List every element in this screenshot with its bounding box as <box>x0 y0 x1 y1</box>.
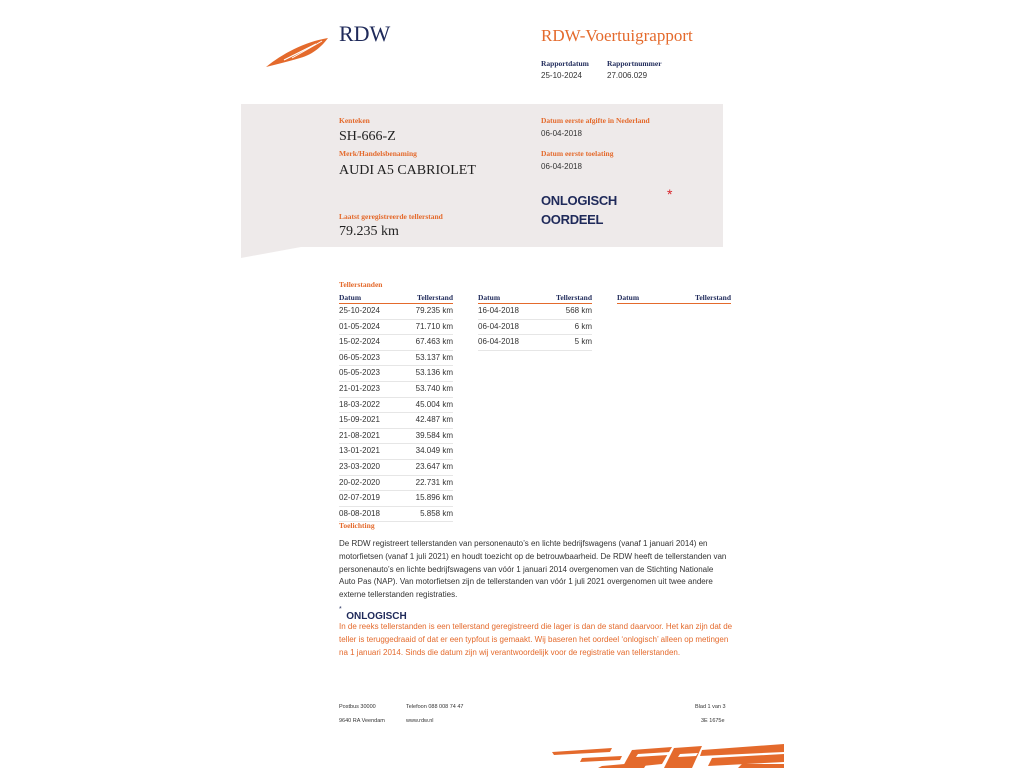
row-odometer-value: 23.647 km <box>415 461 453 471</box>
note-asterisk: * <box>339 606 342 613</box>
row-odometer-value: 39.584 km <box>415 430 453 440</box>
brand-value: AUDI A5 CABRIOLET <box>339 163 476 178</box>
row-odometer-value: 568 km <box>565 306 592 315</box>
last-odometer-label: Laatst geregistreerde tellerstand <box>339 212 443 221</box>
row-date: 13-01-2021 <box>339 446 380 456</box>
col-value-header: Tellerstand <box>695 293 731 302</box>
report-title: RDW-Voertuigrapport <box>541 26 693 45</box>
table-row <box>339 460 453 476</box>
row-date: 16-04-2018 <box>478 306 519 315</box>
row-date: 20-02-2020 <box>339 477 380 487</box>
row-odometer-value: 22.731 km <box>415 477 453 487</box>
explanation-text: De RDW registreert tellerstanden van personenauto’s en lichte bedrijfswagens (vanaf 1 januari 2014) en motorfietsen (vanaf 1 juli 2021) en houdt toezicht op de betrouwbaarheid. De RDW heeft de tellerstanden van personenauto’s en lichte bedrijfswagens van vóór 1 januari 2014 overgenomen van de Stichting Nationale Auto Pas (NAP). Van motorfietsen zijn de tellerstanden van vóór 1 juli 2021 overgenomen uit twee andere externe tellerstanden registraties. <box>339 539 727 600</box>
row-date: 05-05-2023 <box>339 368 380 378</box>
table-row <box>478 335 592 351</box>
verdict <box>541 191 617 229</box>
row-odometer-value: 6 km <box>574 321 592 331</box>
table-body <box>478 304 592 351</box>
col-value-header: Tellerstand <box>556 293 592 302</box>
vehicle-info-panel <box>241 104 723 247</box>
footer-page-number: Blad 1 van 3 <box>695 704 726 710</box>
table-row <box>339 366 453 382</box>
first-admission-value: 06-04-2018 <box>541 162 582 171</box>
row-date: 15-09-2021 <box>339 415 380 425</box>
decorative-stripes-icon <box>552 744 784 768</box>
rdw-logo-icon <box>264 34 332 70</box>
verdict-line-2: OORDEEL <box>541 212 604 227</box>
first-admission-label: Datum eerste toelating <box>541 149 614 158</box>
table-row <box>339 351 453 367</box>
odometer-section-title: Tellerstanden <box>339 280 383 289</box>
report-date-label: Rapportdatum <box>541 59 589 68</box>
table-row <box>478 304 592 320</box>
row-odometer-value: 42.487 km <box>415 415 453 425</box>
footer-address-2: 9640 RA Veendam <box>339 718 385 724</box>
row-date: 21-01-2023 <box>339 383 380 393</box>
verdict-line-1: ONLOGISCH <box>541 193 618 208</box>
plate-label: Kenteken <box>339 116 370 125</box>
row-odometer-value: 53.136 km <box>415 368 453 378</box>
table-row <box>339 444 453 460</box>
odometer-table-3 <box>617 293 731 304</box>
footer-code: 3E 1675e <box>701 718 725 724</box>
table-body <box>339 304 453 522</box>
row-odometer-value: 5 km <box>574 337 592 347</box>
report-number-label: Rapportnummer <box>607 59 662 68</box>
logo-text: RDW <box>339 21 391 46</box>
row-odometer-value: 53.137 km <box>415 352 453 362</box>
table-row <box>339 476 453 492</box>
table-row <box>339 320 453 336</box>
plate-value: SH-666-Z <box>339 129 396 144</box>
odometer-table-2 <box>478 293 592 351</box>
report-date: 25-10-2024 <box>541 71 582 80</box>
row-odometer-value: 5.858 km <box>420 508 453 518</box>
table-row <box>339 382 453 398</box>
vehicle-info-panel-notch <box>241 247 301 258</box>
first-nl-label: Datum eerste afgifte in Nederland <box>541 116 650 125</box>
row-odometer-value: 53.740 km <box>415 383 453 393</box>
note-text: In de reeks tellerstanden is een tellerstand geregistreerd die lager is dan de stand daarvoor. Het kan zijn dat de teller is teruggedraaid of dat er een typfout is gemaakt. Wij baseren het oordeel ‘onlogisch’ alleen op metingen na 1 januari 2014. Sinds die datum zijn wij verantwoordelijk voor de registratie van tellerstanden. <box>339 622 733 657</box>
table-row <box>478 320 592 336</box>
col-date-header: Datum <box>617 293 640 302</box>
row-odometer-value: 34.049 km <box>415 446 453 456</box>
row-date: 25-10-2024 <box>339 306 380 315</box>
report-number: 27.006.029 <box>607 71 648 80</box>
row-date: 18-03-2022 <box>339 399 380 409</box>
table-header <box>617 293 731 304</box>
row-date: 23-03-2020 <box>339 461 380 471</box>
table-row <box>339 429 453 445</box>
row-date: 21-08-2021 <box>339 430 380 440</box>
verdict-asterisk: * <box>667 186 673 202</box>
row-date: 06-04-2018 <box>478 321 519 331</box>
row-date: 01-05-2024 <box>339 321 380 331</box>
odometer-table-1 <box>339 293 453 522</box>
col-date-header: Datum <box>339 293 362 302</box>
first-nl-value: 06-04-2018 <box>541 129 582 138</box>
table-row <box>339 398 453 414</box>
last-odometer-value: 79.235 km <box>339 224 399 239</box>
col-value-header: Tellerstand <box>417 293 453 302</box>
row-odometer-value: 45.004 km <box>415 399 453 409</box>
row-date: 06-04-2018 <box>478 337 519 347</box>
footer-website[interactable]: www.rdw.nl <box>406 718 434 724</box>
note-title: ONLOGISCH <box>346 611 407 622</box>
row-odometer-value: 67.463 km <box>415 337 453 347</box>
table-header <box>478 293 592 304</box>
row-odometer-value: 79.235 km <box>415 306 453 315</box>
row-odometer-value: 15.896 km <box>415 493 453 503</box>
row-date: 15-02-2024 <box>339 337 380 347</box>
row-odometer-value: 71.710 km <box>415 321 453 331</box>
row-date: 08-08-2018 <box>339 508 380 518</box>
footer-address-1: Postbus 30000 <box>339 704 376 710</box>
row-date: 02-07-2019 <box>339 493 380 503</box>
table-row <box>339 304 453 320</box>
brand-label: Merk/Handelsbenaming <box>339 149 417 158</box>
table-header <box>339 293 453 304</box>
table-row <box>339 413 453 429</box>
table-row <box>339 507 453 523</box>
row-date: 06-05-2023 <box>339 352 380 362</box>
col-date-header: Datum <box>478 293 501 302</box>
explanation-title: Toelichting <box>339 521 375 530</box>
table-row <box>339 335 453 351</box>
table-row <box>339 491 453 507</box>
footer-phone: Telefoon 088 008 74 47 <box>406 704 464 710</box>
